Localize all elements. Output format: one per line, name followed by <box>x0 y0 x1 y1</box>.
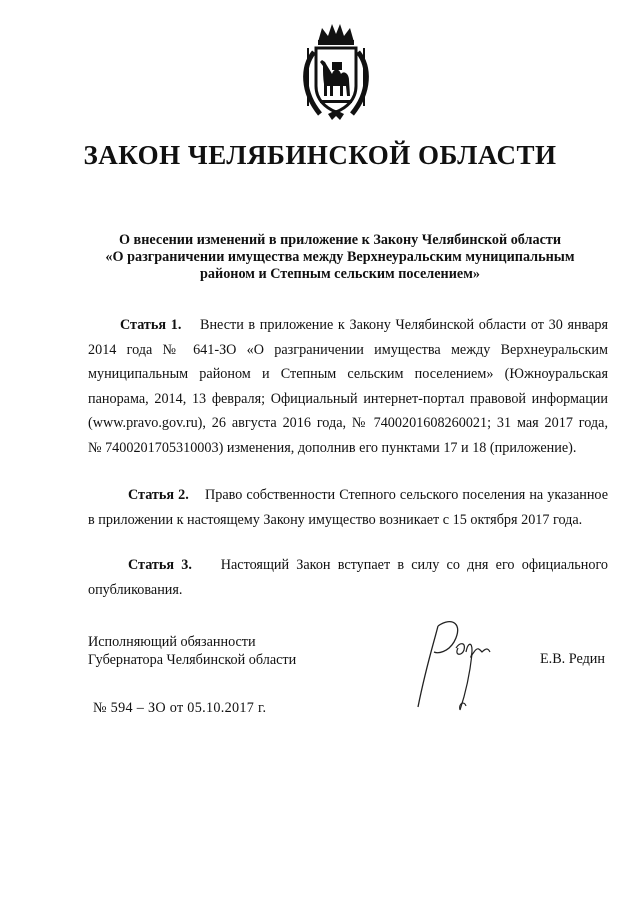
article-3 <box>88 553 608 602</box>
article-line: (www.pravo.gov.ru), 26 августа 2016 года, № 7400201608260021; 31 мая 2017 года, <box>88 415 608 431</box>
subject-line: «О разграничении имущества между Верхнеуральским муниципальным <box>105 249 575 265</box>
article-line: 2014 года № 641-ЗО «О разграничении имущества между Верхнеуральским <box>88 341 608 358</box>
article-label: Статья 1. <box>120 317 182 333</box>
subject-line: О внесении изменений в приложение к Закону Челябинской области <box>118 232 562 248</box>
article-line: в приложении к настоящему Закону имущество возникает с 15 октября 2017 года. <box>88 511 583 528</box>
article-line <box>88 313 608 338</box>
article-line: муниципальным районом и Степным сельским поселением» (Южноуральская <box>88 366 608 382</box>
article-line: опубликования. <box>88 581 183 598</box>
article-text: Внести в приложение к Закону Челябинской области от 30 января <box>199 317 609 333</box>
document-subject <box>60 232 620 283</box>
article-1 <box>88 313 608 460</box>
signatory-name: Е.В. Редин <box>540 651 605 667</box>
article-line: № 7400201705310003) изменения, дополнив его пунктами 17 и 18 (приложение). <box>88 439 577 456</box>
signatory-position-line: Исполняющий обязанности <box>88 634 256 650</box>
subject-line: районом и Степным сельским поселением» <box>200 266 480 282</box>
article-line <box>88 483 608 508</box>
coat-of-arms-emblem <box>292 22 380 122</box>
document-title: ЗАКОН ЧЕЛЯБИНСКОЙ ОБЛАСТИ <box>83 140 557 170</box>
signatory-position <box>88 633 296 669</box>
article-label: Статья 3. <box>128 557 192 573</box>
signatory-position-line: Губернатора Челябинской области <box>88 652 297 668</box>
article-2 <box>88 483 608 532</box>
article-line: панорама, 2014, 13 февраля; Официальный интернет-портал правовой информации <box>88 390 608 407</box>
article-line <box>88 553 608 578</box>
article-label: Статья 2. <box>128 487 189 503</box>
handwritten-signature <box>408 612 518 717</box>
article-text: Настоящий Закон вступает в силу со дня его официального <box>220 557 609 573</box>
article-text: Право собственности Степного сельского поселения на указанное <box>205 487 608 503</box>
law-number: № 594 – ЗО от 05.10.2017 г. <box>93 700 267 716</box>
